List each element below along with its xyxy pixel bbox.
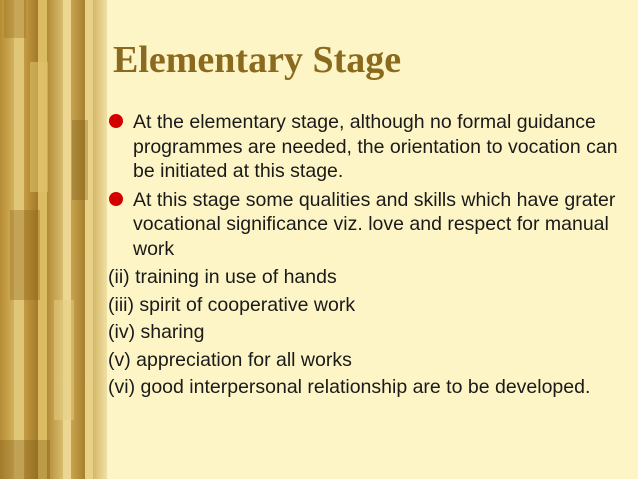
list-line: (ii) training in use of hands — [108, 266, 337, 288]
side-block — [4, 0, 26, 38]
bullet-dot-icon — [109, 114, 123, 128]
list-line: (iii) spirit of cooperative work — [108, 293, 356, 316]
side-block — [10, 210, 40, 300]
side-block — [0, 440, 50, 479]
list-line: (vi) good interpersonal relationship are to be developed. — [108, 376, 591, 398]
list-line: (iv) sharing — [108, 321, 205, 343]
side-block — [30, 62, 48, 192]
side-stripe — [85, 0, 93, 479]
side-block — [72, 120, 88, 200]
bullet-dot-icon — [109, 192, 123, 206]
bullet-text: At the elementary stage, although no formal guidance programmes are needed, the orientation to vocation can be initiated at this stage. — [133, 111, 618, 182]
bullet-text: At this stage some qualities and skills which have grater vocational significance viz. love and respect for manual work — [133, 188, 616, 260]
side-stripe — [93, 0, 107, 479]
bullet-item — [108, 188, 628, 262]
slide-content — [108, 110, 628, 403]
side-block — [54, 300, 74, 420]
decorative-side-band — [0, 0, 107, 479]
slide-title: Elementary Stage — [113, 39, 402, 81]
list-line: (v) appreciation for all works — [108, 348, 352, 371]
bullet-item — [108, 110, 628, 184]
